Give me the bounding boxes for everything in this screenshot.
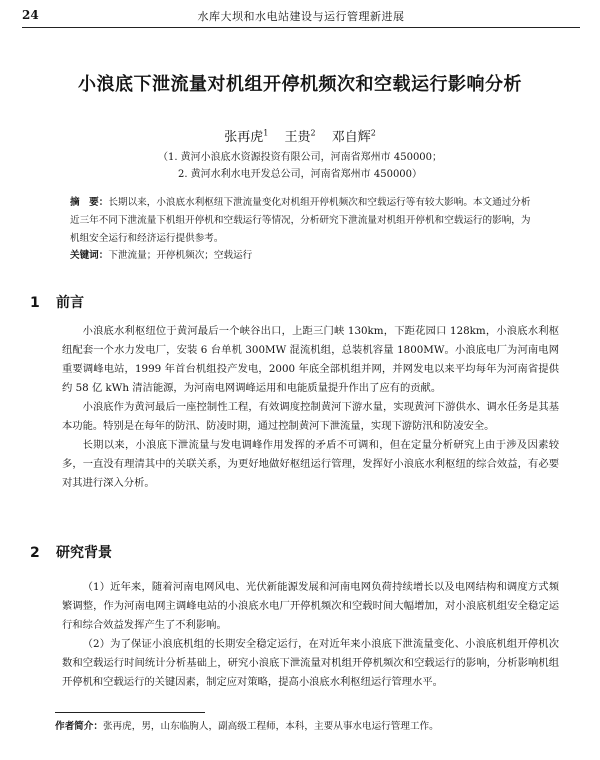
running-header	[22, 8, 580, 28]
abstract-label: 摘 要：	[70, 197, 109, 208]
section-body-background	[62, 578, 559, 692]
paragraph: 小浪底水利枢纽位于黄河最后一个峡谷出口，上距三门峡 130km，下距花园口 128km，小浪底水利枢纽配套一个水力发电厂，安装 6 台单机 300MW 混流机组，总装机容量 1800MW。小浪底电厂为河南电网重要调峰电站，1999 年首台机组投产发电，2000 年底全部机组并网，并网发电以来平均每年为河南省提供约 58 亿 kWh 清洁能源，为河南电网调峰运用和电能质量提升作出了应有的贡献。	[62, 325, 559, 394]
author-list	[0, 126, 600, 145]
author-footnote	[55, 718, 439, 732]
page-number: 24	[22, 8, 39, 22]
paragraph: 长期以来，小浪底下泄流量与发电调峰作用发挥的矛盾不可调和，但在定量分析研究上由于涉及因素较多，一直没有理清其中的关联关系，为更好地做好枢纽运行管理，发挥好小浪底水利枢纽的综合效益，有必要对其进行深入分析。	[62, 439, 559, 489]
header-rule	[22, 27, 580, 28]
paper-title: 小浪底下泄流量对机组开停机频次和空载运行影响分析	[78, 74, 522, 95]
paragraph: （2）为了保证小浪底机组的长期安全稳定运行，在对近年来小浪底下泄流量变化、小浪底机组开停机次数和空载运行时间统计分析基础上，研究小浪底下泄流量对机组开停机频次和空载运行的影响，分析影响机组开停机和空载运行的关键因素，制定应对策略，提高小浪底水利枢纽运行管理水平。	[62, 638, 559, 688]
footnote-label: 作者简介：	[55, 721, 103, 732]
paragraph: 小浪底作为黄河最后一座控制性工程，有效调度控制黄河下游水量，实现黄河下游供水、调水任务是其基本功能。特别是在每年的防汛、防凌时期，通过控制黄河下泄流量，实现下游防汛和防凌安全。	[62, 401, 559, 432]
paragraph: （1）近年来，随着河南电网风电、光伏新能源发展和河南电网负荷持续增长以及电网结构和调度方式频繁调整，作为河南电网主调峰电站的小浪底水电厂开停机频次和空载时间大幅增加，对小浪底机组安全稳定运行和综合效益发挥产生了不利影响。	[62, 581, 559, 631]
affiliation: （1. 黄河小浪底水资源投资有限公司，河南省郑州市 450000；	[157, 152, 443, 163]
keywords-label: 关键词：	[70, 250, 109, 261]
section-heading-background: 2 研究背景	[30, 545, 112, 561]
affiliation: 2. 黄河水利水电开发总公司，河南省郑州市 450000）	[177, 169, 423, 180]
keywords-text: 下泄流量；开停机频次；空载运行	[108, 250, 253, 261]
abstract	[70, 194, 534, 248]
abstract-text: 长期以来，小浪底水利枢纽下泄流量变化对机组开停机频次和空载运行等有较大影响。本文通过分析近三年不同下泄流量下机组开停机和空载运行等情况，分析研究下泄流量对机组开停机和空载运行的影响，为机组安全运行和经济运行提供参考。	[70, 197, 531, 244]
section-body-intro	[62, 322, 559, 493]
author: 王贵$^2$	[284, 128, 316, 145]
running-title: 水库大坝和水电站建设与运行管理新进展	[197, 10, 405, 23]
author: 张再虎$^1$	[224, 128, 269, 145]
author: 邓自辉$^2$	[331, 128, 376, 145]
keywords	[70, 247, 534, 265]
section-heading-intro: 1 前言	[30, 295, 84, 311]
footnote-text: 张再虎，男，山东临朐人，副高级工程师，本科，主要从事水电运行管理工作。	[102, 721, 439, 732]
footnote-rule	[55, 712, 205, 713]
